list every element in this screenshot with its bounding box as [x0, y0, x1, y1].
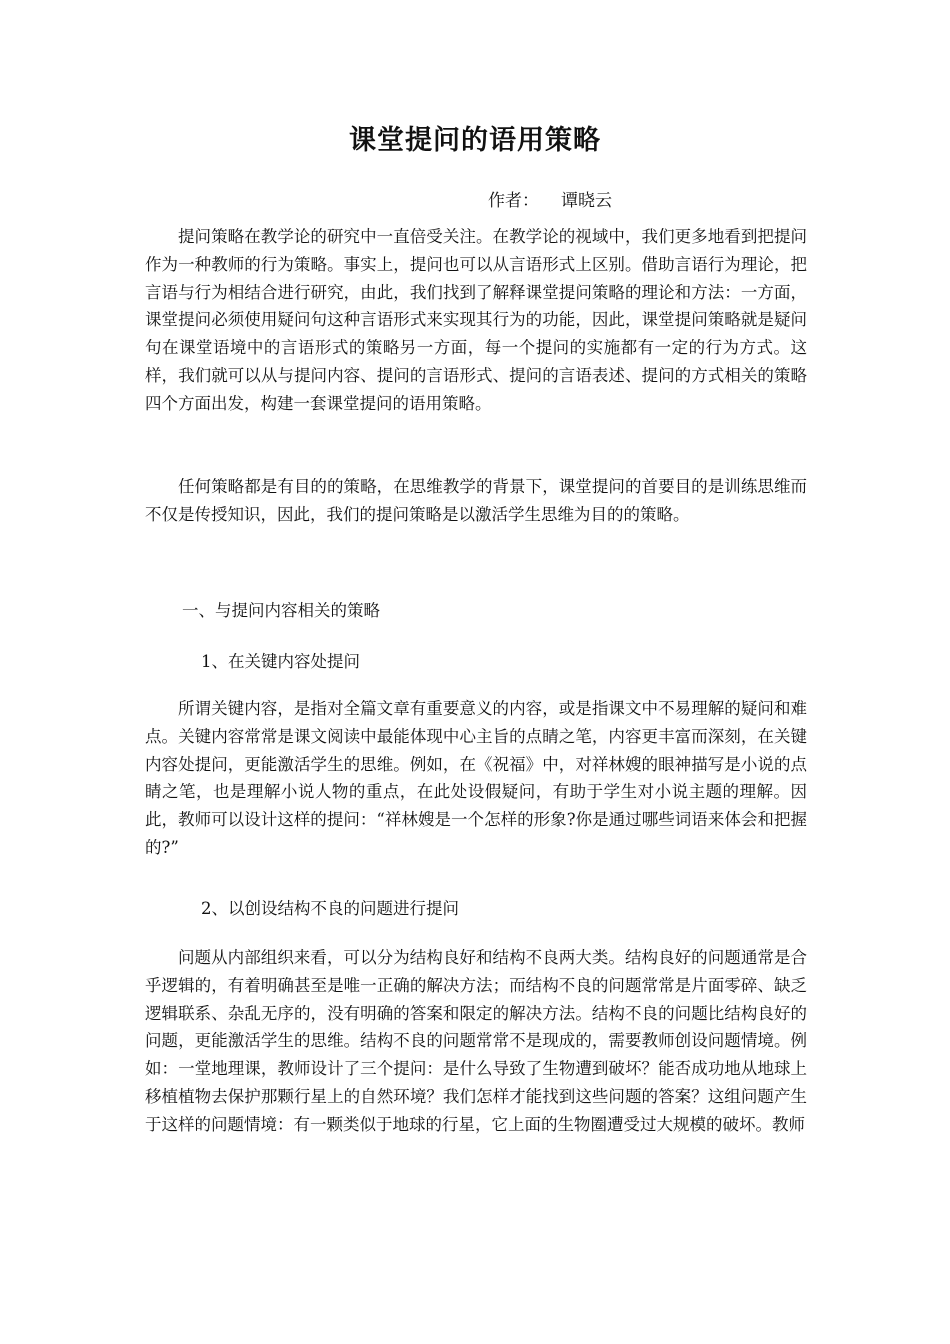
paragraph-ill-structured: 问题从内部组织来看，可以分为结构良好和结构不良两大类。结构良好的问题通常是合乎逻辑的，有着明确甚至是唯一正确的解决方法；而结构不良的问题常常是片面零碎、缺乏逻辑联系、杂乱无序的，没有明确的答案和限定的解决方法。结构不良的问题比结构良好的问题，更能激活学生的思维。结构不良的问题常常不是现成的，需要教师创设问题情境。例如：一堂地理课，教师设计了三个提问：是什么导致了生物遭到破坏？能否成功地从地球上移植植物去保护那颗行星上的自然环境？我们怎样才能找到这些问题的答案？这组问题产生于这样的问题情境：有一颗类似于地球的行星，它上面的生物圈遭受过大规模的破坏。教师: [145, 948, 807, 1134]
paragraph-purpose: 任何策略都是有目的的策略，在思维教学的背景下，课堂提问的首要目的是训练思维而不仅是传授知识，因此，我们的提问策略是以激活学生思维为目的的策略。: [145, 477, 807, 524]
paragraph-intro: 提问策略在教学论的研究中一直倍受关注。在教学论的视域中，我们更多地看到把提问作为一种教师的行为策略。事实上，提问也可以从言语形式上区别。借助言语行为理论，把言语与行为相结合进行研究，由此，我们找到了解释课堂提问策略的理论和方法：一方面，课堂提问必须使用疑问句这种言语形式来实现其行为的功能，因此，课堂提问策略就是疑问句在课堂语境中的言语形式的策略另一方面，每一个提问的实施都有一定的行为方式。这样，我们就可以从与提问内容、提问的言语形式、提问的言语表述、提问的方式相关的策略四个方面出发，构建一套课堂提问的语用策略。: [145, 227, 807, 413]
document-title: 课堂提问的语用策略: [349, 125, 601, 156]
paragraph-key-content: 所谓关键内容，是指对全篇文章有重要意义的内容，或是指课文中不易理解的疑问和难点。关键内容常常是课文阅读中最能体现中心主旨的点睛之笔，内容更丰富而深刻，在关键内容处提问，更能激活学生的思维。例如，在《祝福》中，对祥林嫂的眼神描写是小说的点睛之笔，也是理解小说人物的重点，在此处设假疑问，有助于学生对小说主题的理解。因此，教师可以设计这样的提问：“祥林嫂是一个怎样的形象?你是通过哪些词语来体会和把握的?”: [145, 699, 807, 857]
author-label: 作者：: [488, 191, 539, 211]
subsection-heading-1: 1、在关键内容处提问: [201, 652, 360, 671]
author-name: 谭晓云: [561, 191, 612, 211]
author-line: [488, 186, 612, 211]
subsection-heading-2: 2、以创设结构不良的问题进行提问: [201, 899, 459, 918]
section-heading-1: 一、与提问内容相关的策略: [182, 601, 380, 620]
